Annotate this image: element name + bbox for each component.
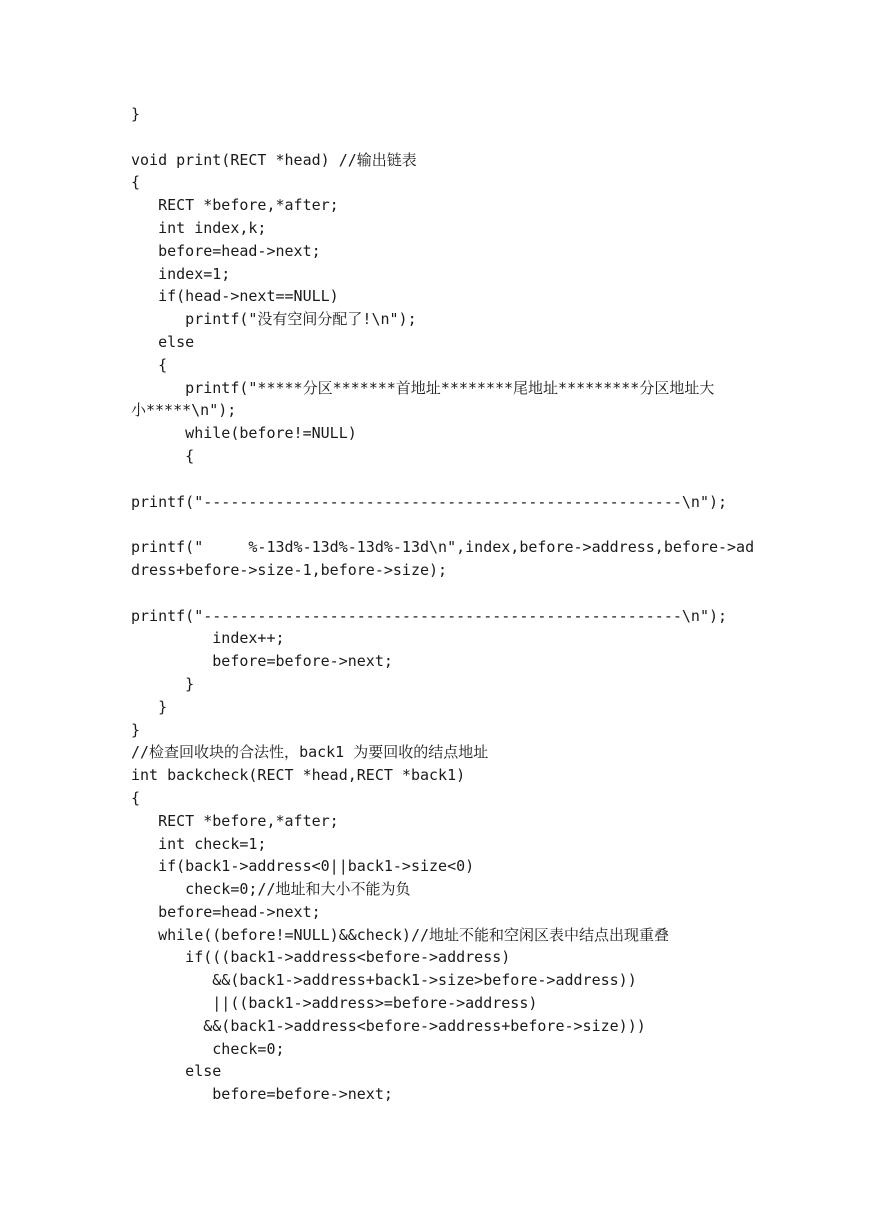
blank-line: [131, 513, 751, 536]
code-line: before=before->next;: [131, 652, 393, 671]
code-line: void print(RECT *head) //输出链表: [131, 150, 417, 169]
code-line: int backcheck(RECT *head,RECT *back1): [131, 766, 466, 785]
code-line: {: [131, 355, 168, 374]
code-line: }: [131, 697, 168, 716]
code-line: printf("-----------------------------------------------------\n");: [131, 492, 728, 511]
code-line: {: [131, 788, 141, 807]
code-line: printf("没有空间分配了!\n");: [131, 310, 417, 329]
code-line: printf("-----------------------------------------------------\n");: [131, 606, 728, 625]
code-line: index=1;: [131, 264, 231, 283]
code-line: dress+before->size-1,before->size);: [131, 560, 448, 579]
code-line: printf("*****分区*******首地址********尾地址*********分区地址大: [131, 378, 715, 397]
code-line: else: [131, 1062, 222, 1081]
code-line: else: [131, 332, 195, 351]
code-line: if(head->next==NULL): [131, 287, 339, 306]
code-line: before=head->next;: [131, 902, 321, 921]
blank-line: [131, 468, 751, 491]
blank-line: [131, 126, 751, 149]
code-line: {: [131, 446, 195, 465]
code-line: if(((back1->address<before->address): [131, 948, 511, 967]
code-line: RECT *before,*after;: [131, 196, 339, 215]
code-line: RECT *before,*after;: [131, 811, 339, 830]
code-line: 小*****\n");: [131, 401, 237, 420]
code-line: while(before!=NULL): [131, 424, 357, 443]
code-line: if(back1->address<0||back1->size<0): [131, 857, 475, 876]
code-line: }: [131, 105, 141, 123]
code-line: check=0;//地址和大小不能为负: [131, 880, 411, 899]
code-line: index++;: [131, 629, 285, 648]
code-line: while((before!=NULL)&&check)//地址不能和空闲区表中结点出现重叠: [131, 925, 670, 944]
code-line: {: [131, 173, 141, 192]
code-line: ||((back1->address>=before->address): [131, 994, 538, 1013]
blank-line: [131, 582, 751, 605]
code-line: int index,k;: [131, 218, 267, 237]
code-line: }: [131, 674, 195, 693]
code-line: printf(" %-13d%-13d%-13d%-13d\n",index,before->address,before->ad: [131, 538, 755, 557]
code-line: }: [131, 720, 141, 739]
code-line: before=head->next;: [131, 241, 321, 260]
code-line: int check=1;: [131, 834, 267, 853]
code-line: &&(back1->address+back1->size>before->address)): [131, 971, 637, 990]
code-line: //检查回收块的合法性，back1 为要回收的结点地址: [131, 743, 489, 762]
code-listing: [131, 103, 755, 1106]
code-line: &&(back1->address<before->address+before->size))): [131, 1016, 646, 1035]
code-line: before=before->next;: [131, 1085, 393, 1104]
code-line: check=0;: [131, 1039, 285, 1058]
